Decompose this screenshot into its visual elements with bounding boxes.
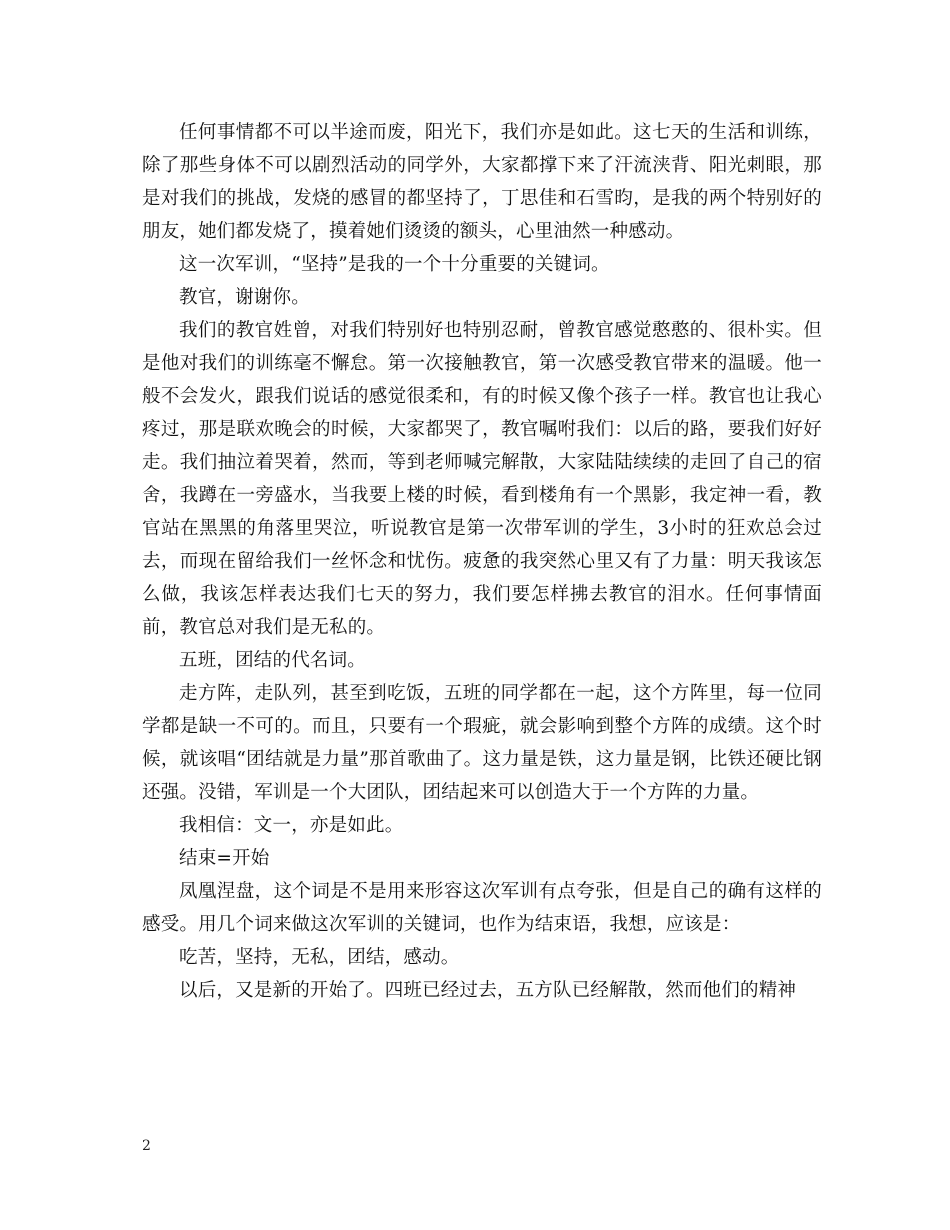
paragraph: 教官，谢谢你。 (179, 287, 310, 308)
paragraph: 以后，又是新的开始了。四班已经过去，五方队已经解散，然而他们的精神 (179, 980, 797, 1001)
paragraph: 五班，团结的代名词。 (179, 650, 367, 671)
paragraph: 结束=开始 (179, 848, 270, 869)
paragraph: 走方阵，走队列，甚至到吃饭，五班的同学都在一起，这个方阵里，每一位同学都是缺一不可的。而且，只要有一个瑕疵，就会影响到整个方阵的成绩。这个时候，就该唱“团结就是力量”那首歌曲了。这力量是铁，这力量是钢，比铁还硬比钢还强。没错，军训是一个大团队，团结起来可以创造大于一个方阵的力量。 (142, 683, 822, 803)
page-number: 2 (142, 1138, 151, 1154)
paragraph: 凤凰涅盘，这个词是不是用来形容这次军训有点夸张，但是自己的确有这样的感受。用几个词来做这次军训的关键词，也作为结束语，我想，应该是： (142, 881, 822, 935)
paragraph: 任何事情都不可以半途而废，阳光下，我们亦是如此。这七天的生活和训练，除了那些身体不可以剧烈活动的同学外，大家都撑下来了汗流浃背、阳光刺眼，那是对我们的挑战，发烧的感冒的都坚持了，丁思佳和石雪昀，是我的两个特别好的朋友，她们都发烧了，摸着她们烫烫的额头，心里油然一种感动。 (142, 122, 822, 242)
paragraph: 这一次军训，“坚持”是我的一个十分重要的关键词。 (179, 254, 610, 275)
paragraph: 吃苦，坚持，无私，团结，感动。 (179, 947, 460, 968)
paragraph: 我相信：文一，亦是如此。 (179, 815, 404, 836)
body-text (142, 116, 822, 1007)
paragraph: 我们的教官姓曾，对我们特别好也特别忍耐，曾教官感觉憨憨的、很朴实。但是他对我们的训练毫不懈怠。第一次接触教官，第一次感受教官带来的温暖。他一般不会发火，跟我们说话的感觉很柔和，有的时候又像个孩子一样。教官也让我心疼过，那是联欢晚会的时候，大家都哭了，教官嘱咐我们：以后的路，要我们好好走。我们抽泣着哭着，然而，等到老师喊完解散，大家陆陆续续的走回了自己的宿舍，我蹲在一旁盛水，当我要上楼的时候，看到楼角有一个黑影，我定神一看，教官站在黑黑的角落里哭泣，听说教官是第一次带军训的学生，3小时的狂欢总会过去，而现在留给我们一丝怀念和忧伤。疲惫的我突然心里又有了力量：明天我该怎么做，我该怎样表达我们七天的努力，我们要怎样拂去教官的泪水。任何事情面前，教官总对我们是无私的。 (142, 320, 822, 638)
